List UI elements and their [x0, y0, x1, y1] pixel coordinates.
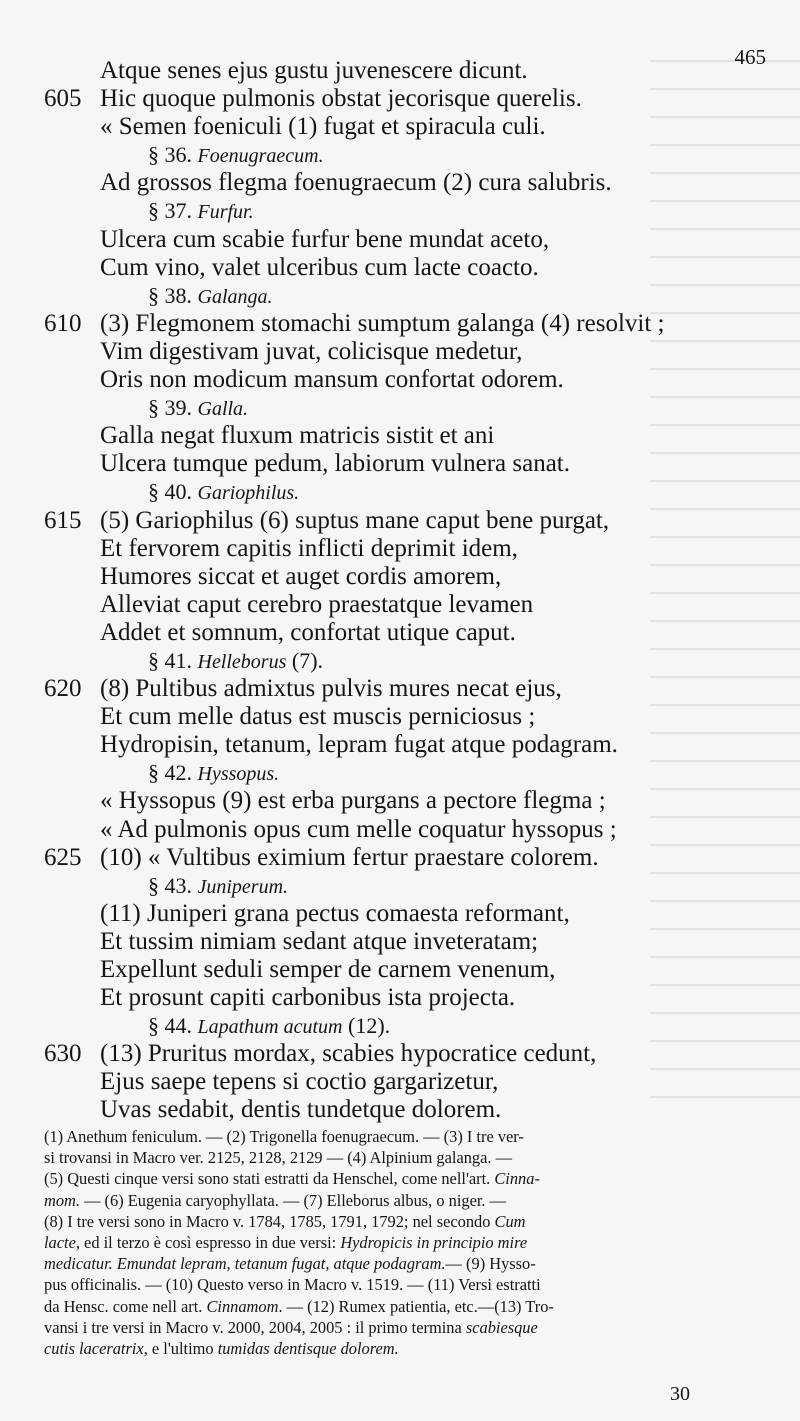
line-text-main: Ad grossos flegma foenugraecum (2) cura salubris.	[100, 169, 612, 197]
section-heading	[44, 647, 768, 675]
line-text	[148, 647, 323, 676]
verse-line	[44, 956, 768, 984]
section-heading	[44, 1012, 768, 1040]
line-text-main: § 44.	[148, 1013, 192, 1039]
line-text	[100, 731, 618, 759]
line-text-main: § 39.	[148, 395, 192, 421]
footnote-line	[44, 1147, 768, 1168]
line-text	[100, 507, 609, 535]
line-text-main: Et tussim nimiam sedant atque inveteratam;	[100, 927, 539, 955]
footnote-text: vansi i tre versi in Macro v. 2000, 2004, 2005 : il primo termina	[44, 1317, 466, 1337]
footnote-italic-text: mom.	[44, 1190, 80, 1210]
line-text-main: Oris non modicum mansum confortat odorem.	[100, 366, 564, 394]
verse-line	[44, 450, 768, 478]
line-text-main: § 41.	[148, 647, 192, 673]
line-text-main: « Hyssopus (9) est erba purgans a pectore flegma ;	[100, 787, 606, 815]
footnote-text: — (6) Eugenia caryophyllata. — (7) Elleborus albus, o niger. —	[79, 1190, 507, 1210]
footnote-text: da Hensc. come nell art.	[44, 1296, 207, 1316]
line-text	[148, 394, 248, 423]
line-text	[100, 619, 516, 647]
line-text	[148, 1012, 390, 1041]
section-heading	[44, 141, 768, 169]
verse-line	[44, 422, 768, 450]
line-text-main: « Ad pulmonis opus cum melle coquatur hyssopus ;	[100, 815, 617, 843]
line-text	[100, 450, 570, 478]
section-heading	[44, 872, 768, 900]
footnote-italic-text: Hydropicis in principio mire	[340, 1232, 528, 1252]
footnote-line	[44, 1274, 768, 1295]
line-text	[100, 591, 533, 619]
verse-line	[44, 1096, 768, 1124]
verse-line	[44, 169, 768, 197]
footnote-text: (1) Anethum feniculum. — (2) Trigonella foenugraecum. — (3) I tre ver-	[44, 1127, 524, 1146]
line-text-main: § 40.	[148, 479, 192, 505]
line-text-main: Uvas sedabit, dentis tundetque dolorem.	[100, 1096, 502, 1124]
line-text	[100, 226, 549, 254]
verse-line	[44, 226, 768, 254]
footnote-italic-text: scabiesque	[465, 1317, 538, 1337]
section-heading	[44, 394, 768, 422]
verse-line	[44, 591, 768, 619]
verse-line	[44, 535, 768, 563]
heading-title: Helleborus	[197, 650, 287, 673]
line-text-main: Ulcera cum scabie furfur bene mundat aceto,	[100, 225, 550, 253]
line-text	[100, 984, 515, 1012]
verse-line	[44, 1068, 768, 1096]
line-text	[100, 1096, 501, 1124]
verse-lines	[44, 57, 768, 1125]
line-number: 620	[44, 675, 82, 703]
footnote-text: , e l'ultimo	[143, 1338, 218, 1358]
line-text	[100, 956, 555, 984]
line-text	[100, 113, 546, 141]
line-text-main: (13) Pruritus mordax, scabies hypocratice cedunt,	[100, 1040, 597, 1068]
verse-line	[44, 1040, 768, 1068]
line-text-main: § 43.	[148, 872, 192, 898]
page-number: 465	[734, 45, 766, 69]
verse-line	[44, 507, 768, 535]
line-text-main: Vim digestivam juvat, colicisque medetur,	[100, 337, 523, 365]
line-text-main: § 38.	[148, 282, 192, 308]
line-text	[100, 787, 606, 815]
line-text	[100, 254, 539, 282]
line-text-main: (10) « Vultibus eximium fertur praestare colorem.	[100, 843, 599, 871]
line-text	[100, 535, 518, 563]
footnote-italic-text: cutis laceratrix	[44, 1338, 144, 1358]
footnote-line	[44, 1190, 768, 1211]
footnote-text: (8) I tre versi sono in Macro v. 1784, 1785, 1791, 1792; nel secondo	[44, 1211, 495, 1231]
line-text	[100, 1068, 498, 1096]
heading-title: Furfur.	[197, 201, 254, 224]
line-text-main: (8) Pultibus admixtus pulvis mures necat ejus,	[100, 675, 562, 703]
verse-line	[44, 900, 768, 928]
verse-line	[44, 928, 768, 956]
line-text	[148, 478, 299, 507]
verse-line	[44, 310, 768, 338]
line-text-main: § 36.	[148, 142, 192, 168]
line-text	[148, 872, 288, 901]
line-text	[100, 85, 582, 113]
line-text-main: (11) Juniperi grana pectus comaesta reformant,	[100, 899, 570, 927]
footnote-text: . — (12) Rumex patientia, etc.—(13) Tro-	[278, 1296, 554, 1316]
line-text	[100, 169, 612, 197]
footnote-line	[44, 1296, 768, 1317]
footnote-text: si trovansi in Macro ver. 2125, 2128, 2129 — (4) Alpinium galanga. —	[44, 1148, 512, 1168]
line-text	[148, 759, 279, 788]
verse-line	[44, 731, 768, 759]
footnote-text: pus officinalis. — (10) Questo verso in Macro v. 1519. — (11) Versi estratti	[44, 1275, 541, 1295]
footnote-line	[44, 1168, 768, 1189]
line-text-main: Hydropisin, tetanum, lepram fugat atque podagram.	[100, 731, 618, 759]
footnote-italic-text: Cum	[494, 1211, 526, 1231]
line-text-main: § 42.	[148, 760, 192, 786]
heading-title: Lapathum acutum	[197, 1016, 343, 1039]
signature-mark: 30	[670, 1383, 690, 1405]
verse-line	[44, 984, 768, 1012]
heading-title: Foenugraecum.	[197, 145, 324, 168]
section-heading	[44, 478, 768, 506]
footnote-italic-text: Cinnamom	[206, 1296, 279, 1316]
line-number: 625	[44, 843, 82, 871]
line-text	[100, 844, 599, 872]
line-text	[100, 900, 570, 928]
footnote-line	[44, 1211, 768, 1232]
verse-line	[44, 619, 768, 647]
line-text-main: Et fervorem capitis inflicti deprimit idem,	[100, 534, 518, 562]
verse-line	[44, 113, 768, 141]
line-text-main: Et prosunt capiti carbonibus ista projecta.	[100, 984, 516, 1012]
line-text	[100, 928, 538, 956]
verse-line	[44, 366, 768, 394]
footnote-text: (5) Questi cinque versi sono stati estratti da Henschel, come nell'art.	[44, 1169, 495, 1189]
footnote-italic-text: Cinna-	[494, 1169, 540, 1189]
verse-line	[44, 703, 768, 731]
line-text	[100, 366, 564, 394]
footnote-italic-text: tumidas dentisque dolorem.	[217, 1338, 399, 1358]
line-number: 615	[44, 506, 82, 534]
verse-line	[44, 816, 768, 844]
line-text-main: Humores siccat et auget cordis amorem,	[100, 562, 502, 590]
line-text	[100, 1040, 596, 1068]
line-text-main: § 37.	[148, 198, 192, 224]
footnote-line	[44, 1126, 768, 1147]
line-text-main: Ulcera tumque pedum, labiorum vulnera sanat.	[100, 450, 570, 478]
verse-line	[44, 254, 768, 282]
section-heading	[44, 759, 768, 787]
line-text-main: Hic quoque pulmonis obstat jecorisque querelis.	[100, 85, 582, 113]
heading-title: Galanga.	[197, 285, 273, 308]
line-text-main: Et cum melle datus est muscis perniciosus ;	[100, 703, 536, 731]
footnote-italic-text: medicatur. Emundat lepram, tetanum fugat, atque podagram.	[44, 1254, 446, 1274]
line-text	[100, 338, 522, 366]
line-number: 605	[44, 85, 82, 113]
line-text	[100, 816, 617, 844]
line-text	[100, 703, 535, 731]
heading-title: Galla.	[197, 398, 249, 421]
footnote-line	[44, 1317, 768, 1338]
verse-line	[44, 85, 768, 113]
verse-line	[44, 57, 768, 85]
line-text-main: « Semen foeniculi (1) fugat et spiracula culi.	[100, 113, 546, 141]
heading-title: Juniperum.	[197, 875, 289, 898]
line-text-main: (5) Gariophilus (6) suptus mane caput bene purgat,	[100, 506, 610, 534]
line-text	[148, 282, 273, 311]
line-text	[100, 422, 494, 450]
line-text-main: Expellunt seduli semper de carnem venenum,	[100, 956, 556, 983]
line-text-main: (3) Flegmonem stomachi sumptum galanga (4) resolvit ;	[100, 309, 665, 337]
line-text	[100, 310, 664, 338]
section-heading	[44, 197, 768, 225]
footnote-text: , ed il terzo è così espresso in due versi:	[75, 1232, 341, 1252]
verse-line	[44, 563, 768, 591]
verse-line	[44, 338, 768, 366]
heading-suffix: (12).	[342, 1013, 391, 1039]
footnote-line	[44, 1232, 768, 1253]
line-text-main: Cum vino, valet ulceribus cum lacte coacto.	[100, 253, 539, 281]
verse-line	[44, 844, 768, 872]
line-text-main: Galla negat fluxum matricis sistit et ani	[100, 422, 495, 450]
footnotes	[44, 1126, 768, 1359]
heading-title: Gariophilus.	[197, 482, 300, 505]
heading-suffix: (7).	[286, 647, 324, 673]
verse-line	[44, 675, 768, 703]
footnote-text: — (9) Hysso-	[445, 1254, 536, 1274]
verse-line	[44, 787, 768, 815]
line-text-main: Addet et somnum, confortat utique caput.	[100, 618, 516, 646]
line-text-main: Ejus saepe tepens si coctio gargarizetur,	[100, 1068, 499, 1096]
line-text	[148, 141, 324, 170]
line-number: 630	[44, 1040, 82, 1068]
footnote-line	[44, 1338, 768, 1359]
footnote-line	[44, 1253, 768, 1274]
line-text	[100, 57, 528, 85]
line-text-main: Atque senes ejus gustu juvenescere dicunt.	[100, 57, 528, 84]
line-text	[148, 197, 254, 226]
line-text-main: Alleviat caput cerebro praestatque levamen	[100, 590, 534, 618]
line-number: 610	[44, 309, 82, 337]
section-heading	[44, 282, 768, 310]
line-text	[100, 675, 562, 703]
heading-title: Hyssopus.	[197, 763, 280, 786]
footnote-italic-text: lacte	[44, 1232, 76, 1252]
line-text	[100, 563, 501, 591]
